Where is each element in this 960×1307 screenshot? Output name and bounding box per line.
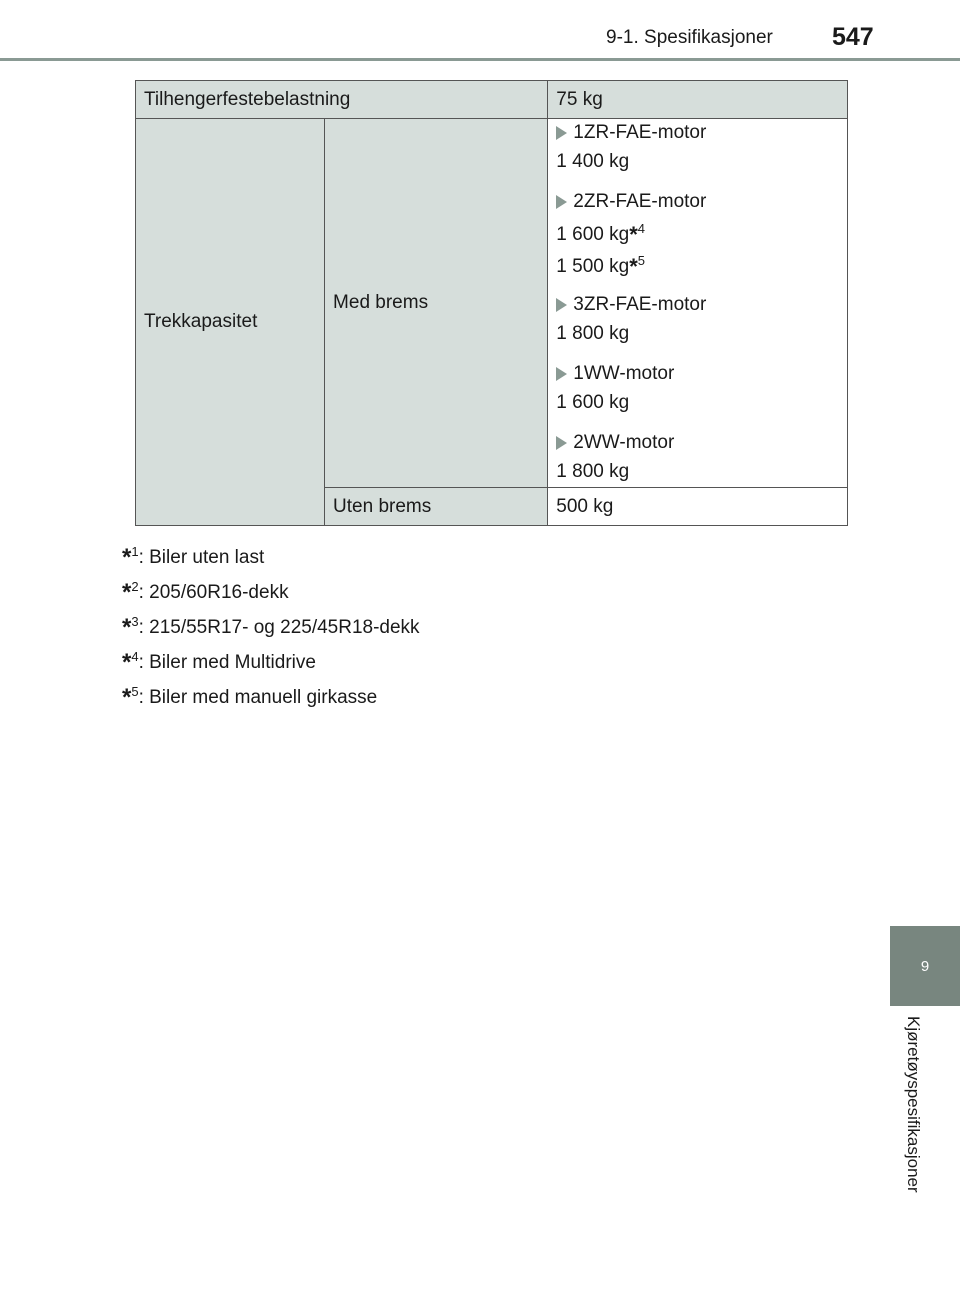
without-brakes-label: Uten brems	[325, 488, 548, 526]
footnote-list	[122, 534, 420, 709]
with-brakes-label: Med brems	[325, 119, 548, 488]
triangle-bullet-icon	[556, 195, 567, 209]
engine-item	[556, 188, 839, 280]
triangle-bullet-icon	[556, 298, 567, 312]
engine-name: 3ZR-FAE-motor	[573, 294, 707, 315]
engine-value: 1 400 kg	[556, 151, 630, 172]
footnote-ref: 4	[637, 221, 645, 236]
engine-item	[556, 119, 839, 177]
section-title: 9-1. Spesifikasjoner	[606, 27, 773, 48]
engine-name: 2WW-motor	[573, 432, 675, 453]
row-value-tongue-load: 75 kg	[548, 81, 848, 119]
table-row	[136, 81, 848, 119]
footnote: *$^1$: Biler uten last	[122, 544, 265, 571]
engine-item	[556, 291, 839, 349]
chapter-label: Kjøretøyspesifikasjoner	[904, 1016, 923, 1193]
triangle-bullet-icon	[556, 436, 567, 450]
footnote: *$^2$: 205/60R16-dekk	[122, 579, 289, 606]
engine-name: 2ZR-FAE-motor	[573, 191, 707, 212]
engine-name: 1WW-motor	[573, 363, 675, 384]
triangle-bullet-icon	[556, 126, 567, 140]
engine-item	[556, 429, 839, 487]
header-divider	[0, 58, 960, 61]
row-label-towing-capacity: Trekkapasitet	[136, 119, 325, 526]
engine-value: 1 600 kg*$^4$	[556, 221, 645, 247]
engine-name: 1ZR-FAE-motor	[573, 122, 707, 143]
footnote-star: *	[629, 254, 638, 279]
engine-value: 1 800 kg	[556, 323, 630, 344]
without-brakes-value: 500 kg	[548, 488, 848, 526]
table-row	[136, 119, 848, 488]
chapter-tab: 9	[890, 926, 960, 1006]
page-number: 547	[832, 23, 874, 51]
footnote-star: *	[629, 222, 638, 247]
engine-item	[556, 360, 839, 418]
spec-table	[135, 80, 848, 526]
footnote: *$^5$: Biler med manuell girkasse	[122, 684, 378, 711]
engine-value: 1 600 kg	[556, 392, 630, 413]
engine-value: 1 800 kg	[556, 461, 630, 482]
footnote-ref: 5	[637, 253, 645, 268]
footnote: *$^3$: 215/55R17- og 225/45R18-dekk	[122, 614, 420, 641]
footnote: *$^4$: Biler med Multidrive	[122, 649, 316, 676]
engine-list	[548, 119, 848, 488]
row-label-tongue-load: Tilhengerfestebelastning	[136, 81, 548, 119]
engine-value: 1 500 kg*$^5$	[556, 253, 645, 279]
triangle-bullet-icon	[556, 367, 567, 381]
